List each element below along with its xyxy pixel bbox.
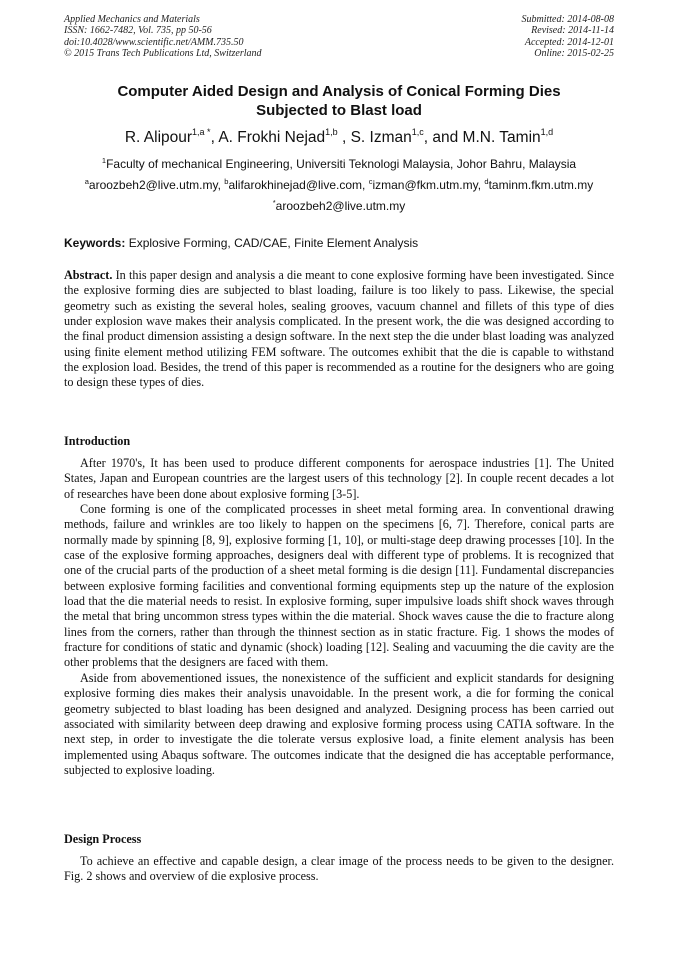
design-process-heading: Design Process: [64, 832, 142, 846]
submission-dates: [522, 14, 615, 60]
affiliation-mark: 1: [101, 156, 107, 165]
introduction-heading: Introduction: [64, 434, 131, 448]
journal-name: Applied Mechanics and Materials: [64, 14, 200, 25]
abstract: [64, 268, 614, 391]
affiliation-text: Faculty of mechanical Engineering, Universiti Teknologi Malaysia, Johor Bahru, Malaysia: [106, 157, 577, 171]
keywords: [64, 236, 418, 251]
email-c: izman@fkm.utm.my,: [372, 178, 485, 192]
corresponding-text: aroozbeh2@live.utm.my: [275, 199, 406, 213]
abstract-text: In this paper design and analysis a die meant to cone explosive forming have been investigated. Since the explosive forming dies are subjected to blast loading, failure is too likely to pass. Likewise, the special geometry such as existing the several holes, sealing grooves, vacuum channel and fillets of this type of dies under explosion wave makes their analysis complicated. In the present work, the die was designed according to the final product dimension assisting a design software. In the next step the die under blast loading was analyzed using finite element method utilizing FEM software. The outcomes exhibit that the die is capable to withstand the explosion load. Besides, the trend of this paper is recommended as a routine for the designers who are going to design these types of dies.: [64, 268, 614, 390]
doi-line: doi:10.4028/www.scientific.net/AMM.735.50: [64, 36, 244, 48]
author-2-marks: 1,b: [325, 127, 338, 137]
journal-info: [64, 14, 262, 60]
design-paragraph-1: To achieve an effective and capable design, a clear image of the process needs to be given to the designer. Fig. 2 shows and overview of die explosive process.: [64, 854, 614, 884]
keywords-text: Explosive Forming, CAD/CAE, Finite Element Analysis: [125, 236, 419, 250]
title-line-1: Computer Aided Design and Analysis of Conical Forming Dies: [117, 83, 561, 100]
accepted-date: Accepted: 2014-12-01: [524, 36, 614, 48]
author-4-marks: 1,d: [540, 127, 554, 137]
author-2: , A. Frokhi Nejad: [210, 129, 326, 146]
intro-paragraph-1: After 1970's, It has been used to produce different components for aerospace industries [1]. The United States, Japan and European countries are the largest users of this technology [2]. In couple recent decades a lot of researches have been done about explosive forming [3-5].: [64, 456, 614, 501]
author-list: [40, 128, 638, 148]
email-b-mark: b: [224, 177, 229, 186]
author-4: , and M.N. Tamin: [423, 129, 541, 146]
author-1-marks: 1,a *: [192, 127, 211, 137]
affiliation: [40, 157, 638, 172]
abstract-label: Abstract.: [64, 268, 113, 282]
intro-paragraph-3: Aside from abovementioned issues, the nonexistence of the sufficient and explicit standards for designing explosive forming dies makes their analysis unavoidable. In the present work, a die for forming the conical geometry subjected to blast loading has been designed and analyzed. Designing process has been carried out associated with similarity between deep drawing and explosive forming process using CATIA software. In the next step, in order to investigate the die tolerate versus explosive load, a finite element analysis has been implemented using Abaqus software. The outcomes indicate that the designed die has acceptable performance, subjected to explosive loading.: [64, 670, 614, 777]
keywords-label: Keywords:: [64, 236, 126, 250]
intro-paragraph-2: Cone forming is one of the complicated processes in sheet metal forming area. In conventional drawing methods, failure and wrinkles are too likely to happen on the specimens [6, 7]. Therefore, conical parts are normally made by spinning [8, 9], explosive forming [1, 10], or multi-stage deep drawing processes [10]. In the case of the explosive forming approaches, designers deal with different type of problems. It is recognized that one of the crucial parts of the production of a sheet metal forming is die design [11]. Fundamental discrepancies between explosive forming facilities and conventional forming equipments step up the nature of the explosion load that the die material needs to resist. In explosive forming, super impulsive loads shift shock waves through the metal that bring uncommon stress types within the die material. Shock waves cause the die to fracture along lines from the corners, rather than through the thinnest section as in static fracture. Fig. 1 shows the modes of fracture for conditions of static and dynamic (shock) loading [12]. Sealing and vacuuming the die cavity are the other problems that the designers are faced with them.: [64, 502, 614, 670]
author-3-marks: 1,c: [411, 127, 424, 137]
email-a-mark: a: [84, 177, 89, 186]
online-date: Online: 2015-02-25: [534, 48, 614, 60]
copyright-line: © 2015 Trans Tech Publications Ltd, Switzerland: [64, 48, 262, 60]
revised-date: Revised: 2014-11-14: [531, 25, 614, 37]
email-a: aroozbeh2@live.utm.my,: [88, 178, 225, 192]
author-3: , S. Izman: [337, 129, 412, 146]
email-d: taminm.fkm.utm.my: [488, 178, 594, 192]
author-1: R. Alipour: [124, 129, 193, 146]
title-line-2: Subjected to Blast load: [256, 102, 422, 119]
corresponding-email: [40, 199, 638, 214]
issn-line: ISSN: 1662-7482, Vol. 735, pp 50-56: [64, 25, 212, 37]
email-c-mark: c: [368, 177, 373, 186]
author-emails: [30, 178, 648, 193]
email-b: alifarokhinejad@live.com,: [228, 178, 369, 192]
design-process-body: [64, 854, 614, 885]
paper-title: [64, 82, 614, 120]
email-d-mark: d: [484, 177, 489, 186]
introduction-body: [64, 456, 614, 778]
submitted-date: Submitted: 2014-08-08: [521, 14, 614, 25]
corresponding-mark: *: [272, 198, 276, 207]
